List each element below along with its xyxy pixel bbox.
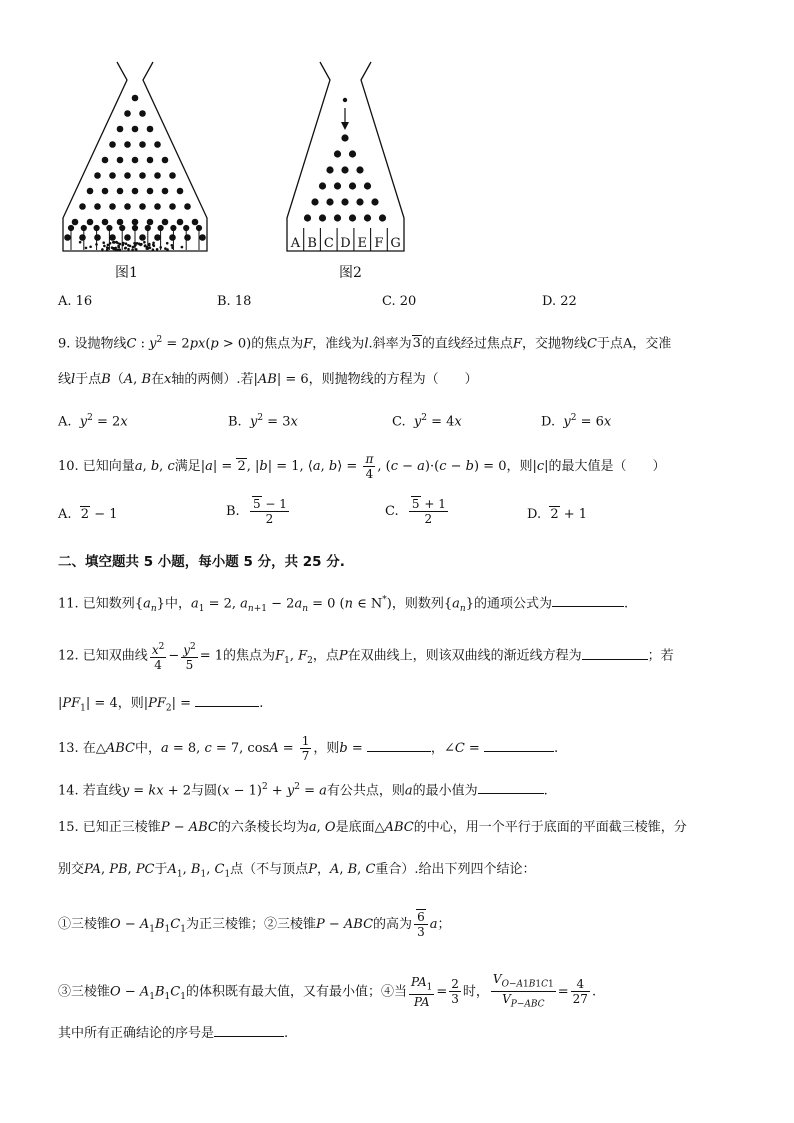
q15-statement-3-4: ③三棱锥$O - A_1B_1C_1$的体积既有最大值，又有最小值；④当 $\frac{PA_1}{PA}$ = $\frac{2}{3}$ 时， $\frac{V_{O-A1B1C1}}{V_{P-ABC}}$ = $\frac{4}{27}$ . xyxy=(58,972,597,1010)
q12-line-2: $|PF_1| = 4$，则$|PF_2|$ = . xyxy=(58,692,263,719)
figure-2-caption: 图2 xyxy=(339,265,362,281)
figure-2-bin-label: A xyxy=(290,236,301,251)
figure-2-bin-label: C xyxy=(323,236,334,251)
q14: 14. 若直线y = kx + 2与圆$(x - 1)^2 + y^2 = a$有公共点，则a的最小值为 . xyxy=(58,777,548,801)
q9-line-1: 9. 设抛物线C : $y^2 = 2px(p > 0)$的焦点为F，准线为l.斜率为3的直线经过焦点F，交抛物线C于点A，交准 xyxy=(58,335,672,352)
q13: 13. 在△ABC中，a = 8, c = 7, cosA = $\frac{1}{7}$ ，则b = ，∠C = . xyxy=(58,734,559,763)
q11: 11. 已知数列$\{a_n\}$中，$a_1 = 2$, $a_{n+1} - 2a_n = 0$ (n ∈ N*)，则数列$\{a_n\}$的通项公式为 . xyxy=(58,590,628,619)
q9-option-c: C. $y^2 = 4x$ xyxy=(392,413,462,430)
q9-line-2: 线l于点B（A, B在x轴的两侧）.若|AB| = 6，则抛物线的方程为（ ） xyxy=(58,372,478,387)
q8-option-c: C. 20 xyxy=(382,294,417,309)
q12-line-1: 12. 已知双曲线 $\frac{x^2}{4}$ − $\frac{y^2}{5}$ = 1的焦点为$F_1$, $F_2$，点P在双曲线上，则该双曲线的渐近线方程为 ；若 xyxy=(58,642,674,672)
q10-stem: 10. 已知向量a, b, c满足|a| = 2, |b| = 1, ⟨a, b⟩ = $\frac{\pi}{4}$ , (c − a)·(c − b) = 0，则|c|的最大值是（ ） xyxy=(58,452,666,481)
figure-2-galton-board xyxy=(283,58,408,258)
figure-2-bin-label: B xyxy=(307,236,317,251)
q9-option-a: A. $y^2 = 2x$ xyxy=(58,413,128,430)
q10-option-a: A. 2 − 1 xyxy=(58,507,118,522)
q15-line-2: 别交PA, PB, PC于$A_1$, $B_1$, $C_1$点（不与顶点P，A, B, C重合）.给出下列四个结论： xyxy=(58,862,536,880)
q8-option-d: D. 22 xyxy=(542,294,577,309)
q10-option-d: D. 2 + 1 xyxy=(527,507,588,522)
section-2-heading: 二、填空题共 5 小题，每小题 5 分，共 25 分. xyxy=(58,554,345,570)
q10-option-c: C. $\frac{5 + 1}{2}$ xyxy=(385,497,446,526)
q9-option-d: D. $y^2 = 6x$ xyxy=(541,413,612,430)
figure-1-galton-board xyxy=(55,58,215,258)
figure-1-caption: 图1 xyxy=(115,265,138,281)
figure-2-bin-label: F xyxy=(374,236,384,251)
figure-2-bin-label: G xyxy=(390,236,401,251)
q15-line-1: 15. 已知正三棱锥P − ABC的六条棱长均为a, O是底面△ABC的中心，用一个平行于底面的平面截三棱锥，分 xyxy=(58,820,687,835)
q10-option-b: B. $\frac{5 - 1}{2}$ xyxy=(226,497,287,526)
q9-option-b: B. $y^2 = 3x$ xyxy=(228,413,298,430)
q15-final: 其中所有正确结论的序号是 . xyxy=(58,1022,288,1044)
figure-2-bin-label: D xyxy=(340,236,351,251)
q8-option-a: A. 16 xyxy=(58,294,93,309)
q8-option-b: B. 18 xyxy=(217,294,252,309)
figure-2-bin-label: E xyxy=(357,236,367,251)
q15-statement-1-2: ①三棱锥$O - A_1B_1C_1$为正三棱锥；②三棱锥P − ABC的高为 $\frac{6}{3}$ a； xyxy=(58,910,451,939)
